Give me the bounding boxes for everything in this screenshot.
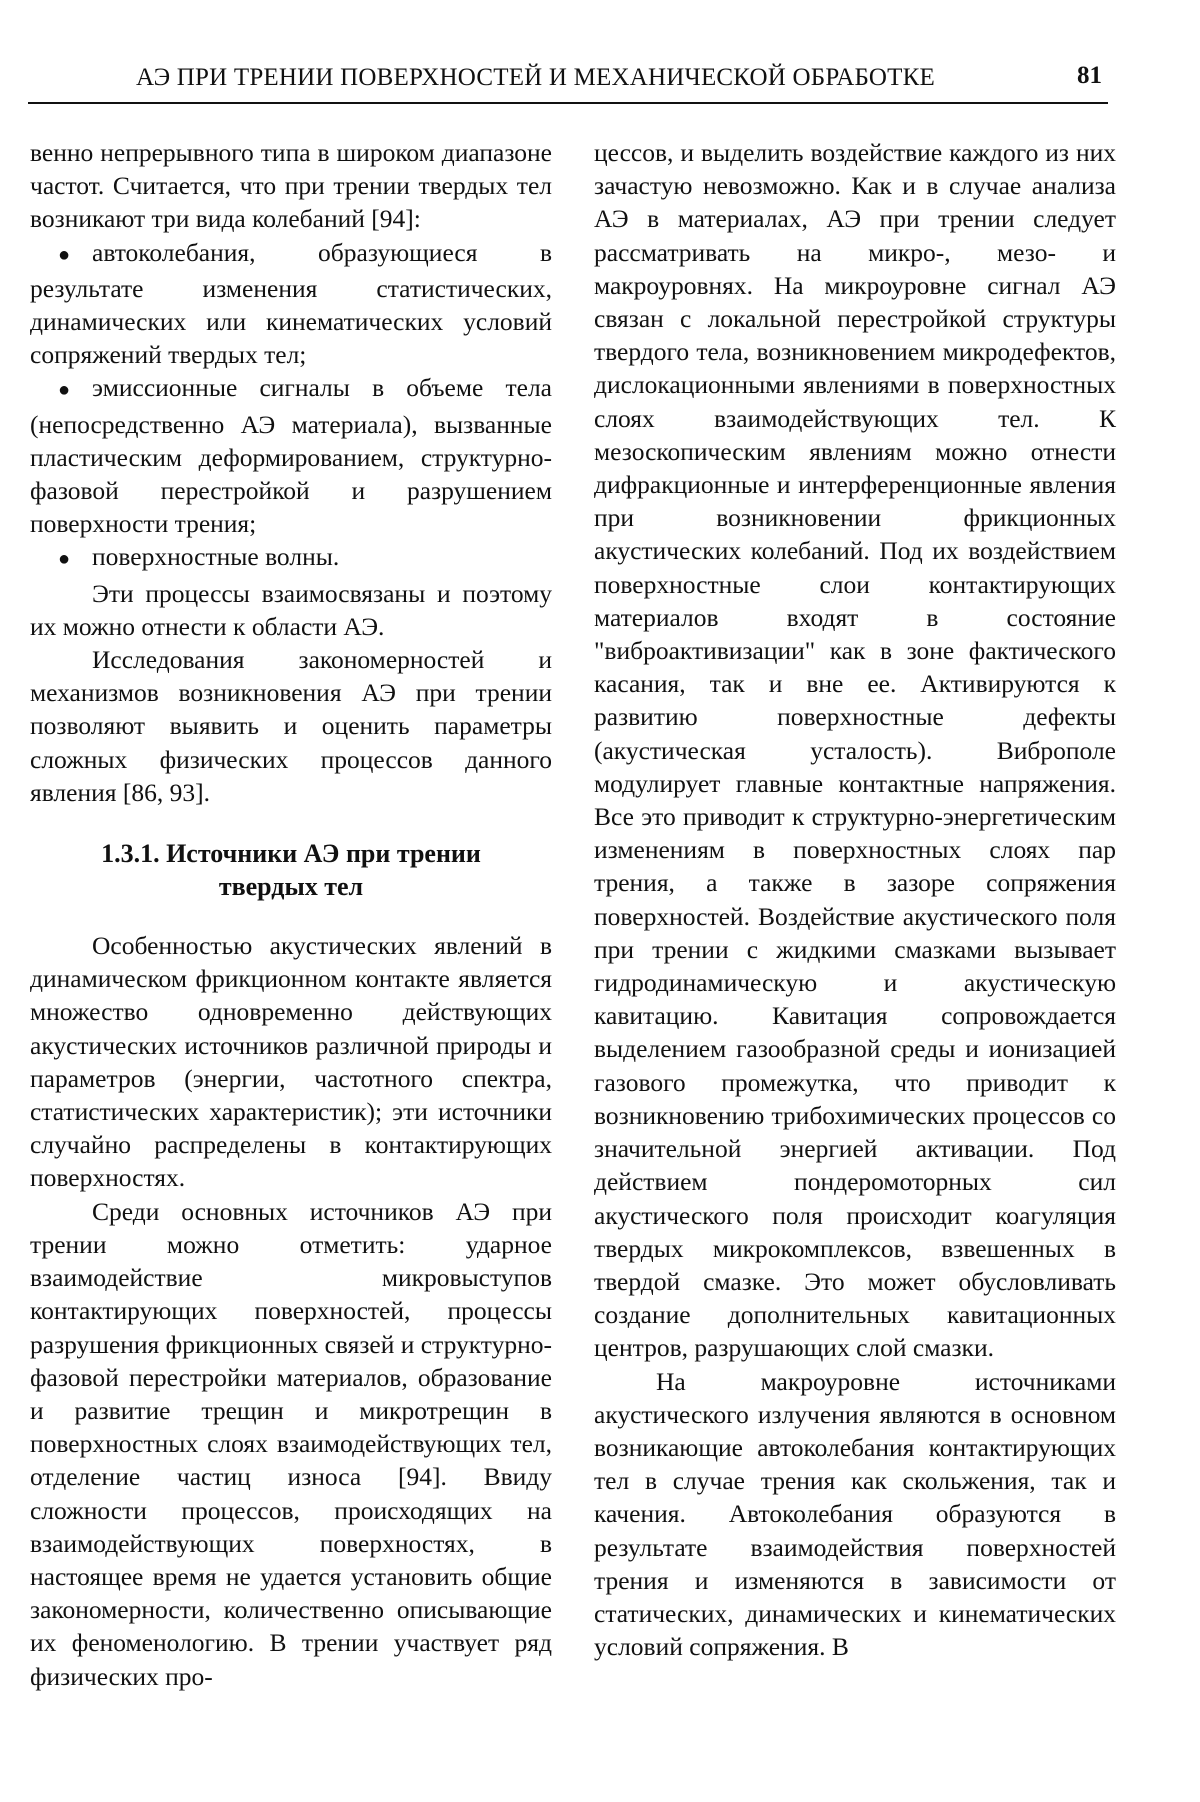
paragraph: Среди основных источников АЭ при трении можно отметить: ударное взаимодействие микровыступов контактирующих поверхностей, процессы разрушения фрикционных связей и структурно-фазовой перестройки материалов, образование и развитие трещин и микротрещин в поверхностных слоях взаимодействующих тел, отделение частиц износа [94]. Ввиду сложности процессов, происходящих на взаимодействующих поверхностях, в настоящее время не удается установить общие закономерности, количественно описывающие их феноменологию. В трении участвует ряд физических про-	[30, 1196, 552, 1691]
paragraph: цессов, и выделить воздействие каждого из них зачастую невозможно. Как и в случае анализа АЭ в материалах, АЭ при трении следует рассматривать на микро-, мезо- и макроуровнях. На микроуровне сигнал АЭ связан с локальной перестройкой структуры твердого тела, возникновением микродефектов, дислокационными явлениями в поверхностных слоях взаимодействующих тел. К мезоскопическим явлениям можно отнести дифракционные и интерференционные явления при возникновении фрикционных акустических колебаний. Под их воздействием поверхностные слои контактирующих материалов входят в состояние "виброактивизации" как в зоне фактического касания, так и вне ее. Активируются к развитию поверхностные дефекты (акустическая усталость). Виброполе модулирует главные контактные напряжения. Все это приводит к структурно-энергетическим изменениям в поверхностных слоях пар трения, а также в зазоре сопряжения поверхностей. Воздействие акустического поля при трении с жидкими смазками вызывает гидродинамическую и акустическую кавитацию. Кавитация сопровождается выделением газообразной среды и ионизацией газового промежутка, что приводит к возникновению трибохимических процессов со значительной энергией активации. Под действием пондеромоторных сил акустического поля происходит коагуляция твердых микрокомплексов, взвешенных в твердой смазке. Это может обусловливать создание дополнительных кавитационных центров, разрушающих слой смазки.	[594, 138, 1116, 1363]
bullet-icon: ●	[58, 243, 71, 266]
section-heading	[30, 837, 552, 903]
paragraph: Эти процессы взаимосвязаны и поэтому их можно отнести к области АЭ.	[30, 578, 552, 641]
left-column	[30, 136, 552, 1693]
bullet-text: эмиссионные сигналы в объеме тела (непосредственно АЭ материала), вызванные пластическим деформированием, структурно-фазовой перестройкой и разрушением поверхности трения;	[30, 373, 552, 539]
bullet-icon: ●	[58, 548, 71, 571]
page-number: 81	[1077, 62, 1102, 89]
paragraph: Особенностью акустических явлений в динамическом фрикционном контакте является множество одновременно действующих акустических источников различной природы и параметров (энергии, частотного спектра, статистических характеристик); эти источники случайно распределены в контактирующих поверхностях.	[30, 931, 552, 1193]
section-heading-line: 1.3.1. Источники АЭ при трении	[101, 839, 481, 869]
running-header	[28, 62, 1108, 104]
paragraph: На макроуровне источниками акустического излучения являются в основном возникающие автоколебания контактирующих тел в случае трения как скольжения, так и качения. Автоколебания образуются в результате взаимодействия поверхностей трения и изменяются в зависимости от статических, динамических и кинематических условий сопряжения. В	[594, 1366, 1116, 1662]
paragraph: Исследования закономерностей и механизмов возникновения АЭ при трении позволяют выявить и оценить параметры сложных физических процессов данного явления [86, 93].	[30, 645, 552, 807]
bullet-text: автоколебания, образующиеся в результате изменения статистических, динамических или кинематических условий сопряжений твердых тел;	[30, 237, 552, 370]
running-title: АЭ ПРИ ТРЕНИИ ПОВЕРХНОСТЕЙ И МЕХАНИЧЕСКОЙ ОБРАБОТКЕ	[136, 64, 935, 91]
bullet-icon: ●	[58, 379, 71, 402]
bullet-item	[30, 371, 552, 540]
paragraph: венно непрерывного типа в широком диапазоне частот. Считается, что при трении твердых тел возникают три вида колебаний [94]:	[30, 138, 552, 234]
bullet-item	[30, 236, 552, 372]
bullet-item	[30, 540, 552, 576]
bullet-text: поверхностные волны.	[92, 542, 340, 572]
section-heading-line: твердых тел	[218, 872, 364, 902]
right-column	[594, 136, 1116, 1663]
